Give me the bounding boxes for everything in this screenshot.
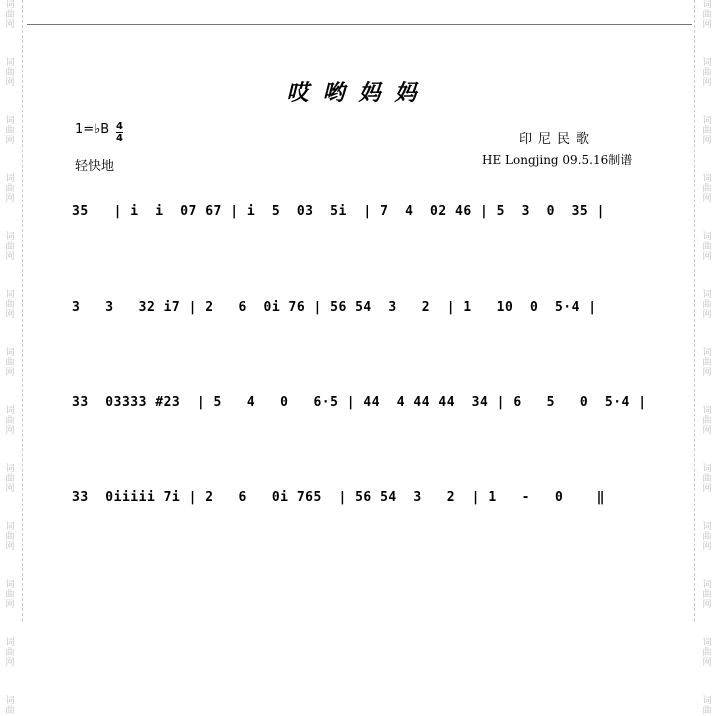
watermark-glyph: 网 xyxy=(5,542,15,552)
watermark-glyph: 词 xyxy=(5,116,15,126)
watermark-glyph: 网 xyxy=(702,20,712,30)
watermark-glyph: 曲 xyxy=(702,300,712,310)
watermark-glyph: 词 xyxy=(5,696,15,706)
watermark-glyph: 网 xyxy=(5,310,15,320)
transcriber-credit: HE Longjing 09.5.16制谱 xyxy=(482,153,633,167)
watermark-glyph: 网 xyxy=(702,310,712,320)
watermark-glyph: 网 xyxy=(702,484,712,494)
watermark-glyph: 网 xyxy=(5,426,15,436)
tempo-marking: 轻快地 xyxy=(75,159,115,174)
watermark-glyph: 网 xyxy=(702,542,712,552)
watermark-glyph: 曲 xyxy=(5,474,15,484)
watermark-glyph: 网 xyxy=(5,658,15,668)
watermark-glyph: 词 xyxy=(702,638,712,648)
watermark-glyph: 词 xyxy=(702,58,712,68)
song-origin: 印尼民歌 xyxy=(519,132,596,147)
watermark-glyph: 网 xyxy=(702,426,712,436)
watermark-glyph: 词 xyxy=(5,232,15,242)
watermark-glyph: 曲 xyxy=(702,590,712,600)
watermark-glyph: 曲 xyxy=(5,242,15,252)
watermark-glyph: 曲 xyxy=(702,532,712,542)
score-line-1: 35 | i i 07 67 | i 5 03 5i | 7 4 02 46 | 5 3 0 35 | xyxy=(72,204,605,219)
watermark-glyph: 词 xyxy=(702,0,712,10)
watermark-glyph: 网 xyxy=(5,252,15,262)
watermark-glyph: 曲 xyxy=(702,648,712,658)
watermark-glyph: 词 xyxy=(702,464,712,474)
watermark-glyph: 词 xyxy=(5,0,15,10)
watermark-glyph: 曲 xyxy=(702,358,712,368)
watermark-glyph: 曲 xyxy=(5,532,15,542)
watermark-glyph: 网 xyxy=(5,78,15,88)
meter-top: 4 xyxy=(116,121,123,132)
watermark-glyph: 词 xyxy=(702,290,712,300)
watermark-glyph: 曲 xyxy=(702,184,712,194)
score-line-4: 33 0iiiii 7i | 2 6 0i 765 | 56 54 3 2 | 1 - 0 ‖ xyxy=(72,490,605,505)
watermark-glyph: 曲 xyxy=(5,358,15,368)
watermark-glyph: 网 xyxy=(5,194,15,204)
watermark-glyph: 词 xyxy=(702,348,712,358)
watermark-glyph: 曲 xyxy=(5,706,15,716)
watermark-glyph: 网 xyxy=(702,658,712,668)
watermark-glyph: 网 xyxy=(5,600,15,610)
watermark-glyph: 网 xyxy=(702,252,712,262)
watermark-glyph: 词 xyxy=(702,696,712,706)
watermark-glyph: 曲 xyxy=(702,68,712,78)
watermark-glyph: 词 xyxy=(5,522,15,532)
watermark-glyph: 曲 xyxy=(5,300,15,310)
song-title: 哎哟妈妈 xyxy=(286,80,431,106)
watermark-glyph: 词 xyxy=(5,290,15,300)
watermark-glyph: 词 xyxy=(702,406,712,416)
watermark-glyph: 词 xyxy=(5,464,15,474)
watermark-glyph: 词 xyxy=(5,406,15,416)
watermark-glyph: 网 xyxy=(702,368,712,378)
watermark-glyph: 曲 xyxy=(702,126,712,136)
watermark-glyph: 曲 xyxy=(5,184,15,194)
watermark-glyph: 词 xyxy=(5,580,15,590)
header-rule xyxy=(27,24,692,25)
watermark-glyph: 网 xyxy=(5,368,15,378)
watermark-glyph: 词 xyxy=(702,174,712,184)
watermark-glyph: 曲 xyxy=(702,242,712,252)
watermark-glyph: 曲 xyxy=(702,10,712,20)
watermark-glyph: 词 xyxy=(702,580,712,590)
watermark-glyph: 网 xyxy=(702,78,712,88)
watermark-glyph: 曲 xyxy=(5,590,15,600)
watermark-glyph: 曲 xyxy=(5,648,15,658)
watermark-glyph: 曲 xyxy=(5,416,15,426)
time-signature xyxy=(116,121,123,144)
watermark-glyph: 网 xyxy=(702,600,712,610)
watermark-glyph: 网 xyxy=(5,136,15,146)
watermark-glyph: 曲 xyxy=(702,706,712,716)
watermark-glyph: 词 xyxy=(5,174,15,184)
meter-bottom: 4 xyxy=(116,133,123,144)
watermark-glyph: 曲 xyxy=(5,10,15,20)
watermark-glyph: 词 xyxy=(5,58,15,68)
watermark-glyph: 词 xyxy=(5,638,15,648)
score-line-3: 33 03333 #23 | 5 4 0 6·5 | 44 4 44 44 34 | 6 5 0 5·4 | xyxy=(72,395,647,410)
watermark-glyph: 网 xyxy=(702,194,712,204)
watermark-glyph: 曲 xyxy=(702,474,712,484)
watermark-glyph: 曲 xyxy=(702,416,712,426)
watermark-glyph: 词 xyxy=(702,232,712,242)
watermark-glyph: 网 xyxy=(5,20,15,30)
watermark-glyph: 曲 xyxy=(5,68,15,78)
score-line-2: 3 3 32 i7 | 2 6 0i 76 | 56 54 3 2 | 1 10 0 5·4 | xyxy=(72,300,597,315)
watermark-glyph: 曲 xyxy=(5,126,15,136)
watermark-glyph: 网 xyxy=(702,136,712,146)
watermark-glyph: 词 xyxy=(702,116,712,126)
watermark-glyph: 网 xyxy=(5,484,15,494)
watermark-glyph: 词 xyxy=(702,522,712,532)
watermark-glyph: 词 xyxy=(5,348,15,358)
key-signature: 1=♭B xyxy=(75,122,110,137)
